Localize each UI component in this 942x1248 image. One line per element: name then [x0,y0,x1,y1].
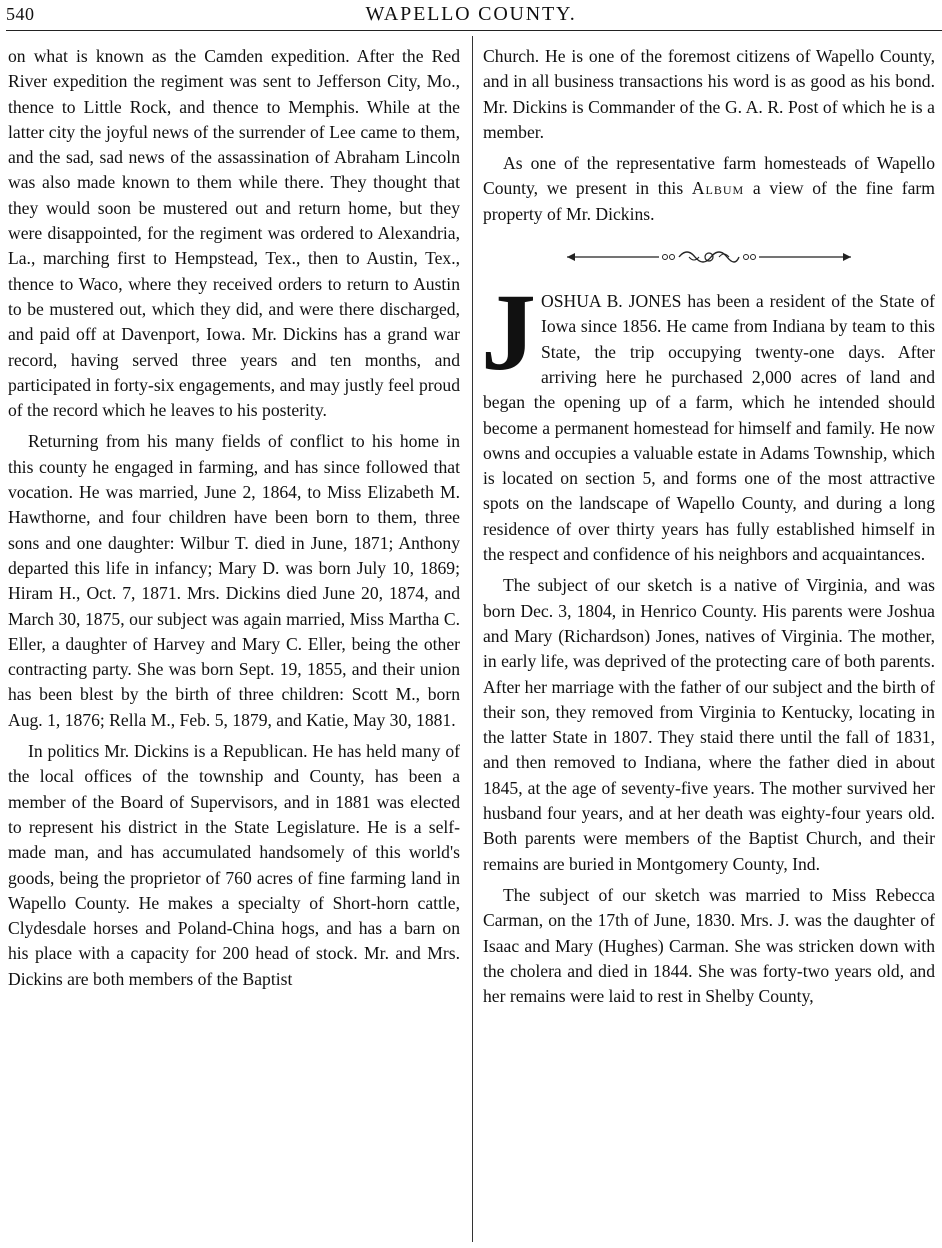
header-rule [6,30,942,31]
biography-first-paragraph [481,271,935,567]
album-text-before: As one of the representative farm homesteads of Wapello County, we present in this [483,153,935,199]
biography-paragraph-2: The subject of our sketch is a native of Virginia, and was born Dec. 3, 1804, in Henrico County. His parents were Joshua and Mary (Richardson) Jones, natives of Virginia. The mother, in early life, was deprived of the protecting care of both parents. After her marriage with the father of our subject and the birth of their son, they removed from Virginia to Kentucky, locating in the latter State in 1807. They staid there until the fall of 1831, and then removed to Indiana, where the father died in about 1845, at the age of seventy-five years. The mother survived her husband four years, and at her death was eighty-four years old. Both parents were members of the Baptist Church, and their remains are buried in Montgomery County, Ind. [483,575,935,874]
album-word: Album [691,178,745,199]
biography-first-paragraph-text: OSHUA B. JONES has been a resident of the State of Iowa since 1856. He came from Indiana by team to this State, the trip occupying twenty-one days. After arriving here he purchased 2,000 acres of land and began the opening up of a farm, which he intended should become a permanent homestead for himself and family. He now owns and occupies a valuable estate in Adams Township, which is located on section 5, and forms one of the most attractive spots on the landscape of Wapello County, and during a long residence of over thirty years has fully established himself in the respect and confidence of his neighbors and acquaintances. [483,291,935,565]
left-column [8,44,460,998]
drop-cap: J [481,271,536,394]
page-number: 540 [6,4,35,24]
left-paragraph-1: on what is known as the Camden expedition. After the Red River expedition the regiment was sent to Jefferson City, Mo., thence to Little Rock, and thence to Memphis. While at the latter city the joyful news of the surrender of Lee came to them, and the sad, sad news of the assassination of Abraham Lincoln was also made known to them while there. They thought that they would soon be mustered out and return home, but they were disappointed, for the regiment was ordered to Alexandria, La., marching first to Hempstead, Tex., then to Austin, Tex., thence to Waco, where they received orders to return to Austin to be mustered out, which they did, and were there discharged, and paid off at Davenport, Iowa. Mr. Dickins has a grand war record, having served three years and ten months, and participated in forty-six engagements, and may justly feel proud of the record which he leaves to his posterity. [8,46,460,421]
running-title: WAPELLO COUNTY. [365,3,577,25]
album-paragraph [483,151,935,227]
album-text-after: a view of the fine farm property of Mr. Dickins. [483,178,935,224]
left-paragraph-2: Returning from his many fields of conflict to his home in this county he engaged in farming, and has since followed that vocation. He was married, June 2, 1864, to Miss Elizabeth M. Hawthorne, and four children have been born to them, three sons and one daughter: Wilbur T. died in June, 1871; Anthony departed this life in infancy; Mary D. was born July 10, 1869; Hiram H., Oct. 7, 1871. Mrs. Dickins died June 20, 1874, and March 30, 1875, our subject was again married, Miss Martha C. Eller, a daughter of Harvey and Mary C. Eller, being the other contracting party. She was born Sept. 19, 1855, and their union has been blest by the birth of three children: Scott M., born Aug. 1, 1876; Rella M., Feb. 5, 1879, and Katie, May 30, 1881. [8,431,460,730]
left-paragraph-3: In politics Mr. Dickins is a Republican. He has held many of the local offices of the township and County, has been a member of the Board of Supervisors, and in 1881 was elected to represent his district in the State Legislature. He is a self-made man, and has accumulated handsomely of this world's goods, being the proprietor of 760 acres of fine farming land in Wapello County. He makes a specialty of Short-horn cattle, Clydesdale horses and Poland-China hogs, and has a barn on his place with a capacity for 200 head of stock. Mr. and Mrs. Dickins are both members of the Baptist [8,741,460,989]
right-column [483,44,935,1015]
right-continuation-paragraph: Church. He is one of the foremost citizens of Wapello County, and in all business transactions his word is as good as his bond. Mr. Dickins is Commander of the G. A. R. Post of which he is a member. [483,46,935,142]
column-divider [472,36,473,1242]
page-header [0,0,942,34]
biography-paragraph-3: The subject of our sketch was married to Miss Rebecca Carman, on the 17th of June, 1830. Mrs. J. was the daughter of Isaac and Mary (Hughes) Carman. She was stricken down with the cholera and died in 1844. She was forty-two years old, and her remains were laid to rest in Shelby County, [483,884,935,1007]
section-ornament [483,247,935,267]
ornament-divider-icon [559,247,859,267]
